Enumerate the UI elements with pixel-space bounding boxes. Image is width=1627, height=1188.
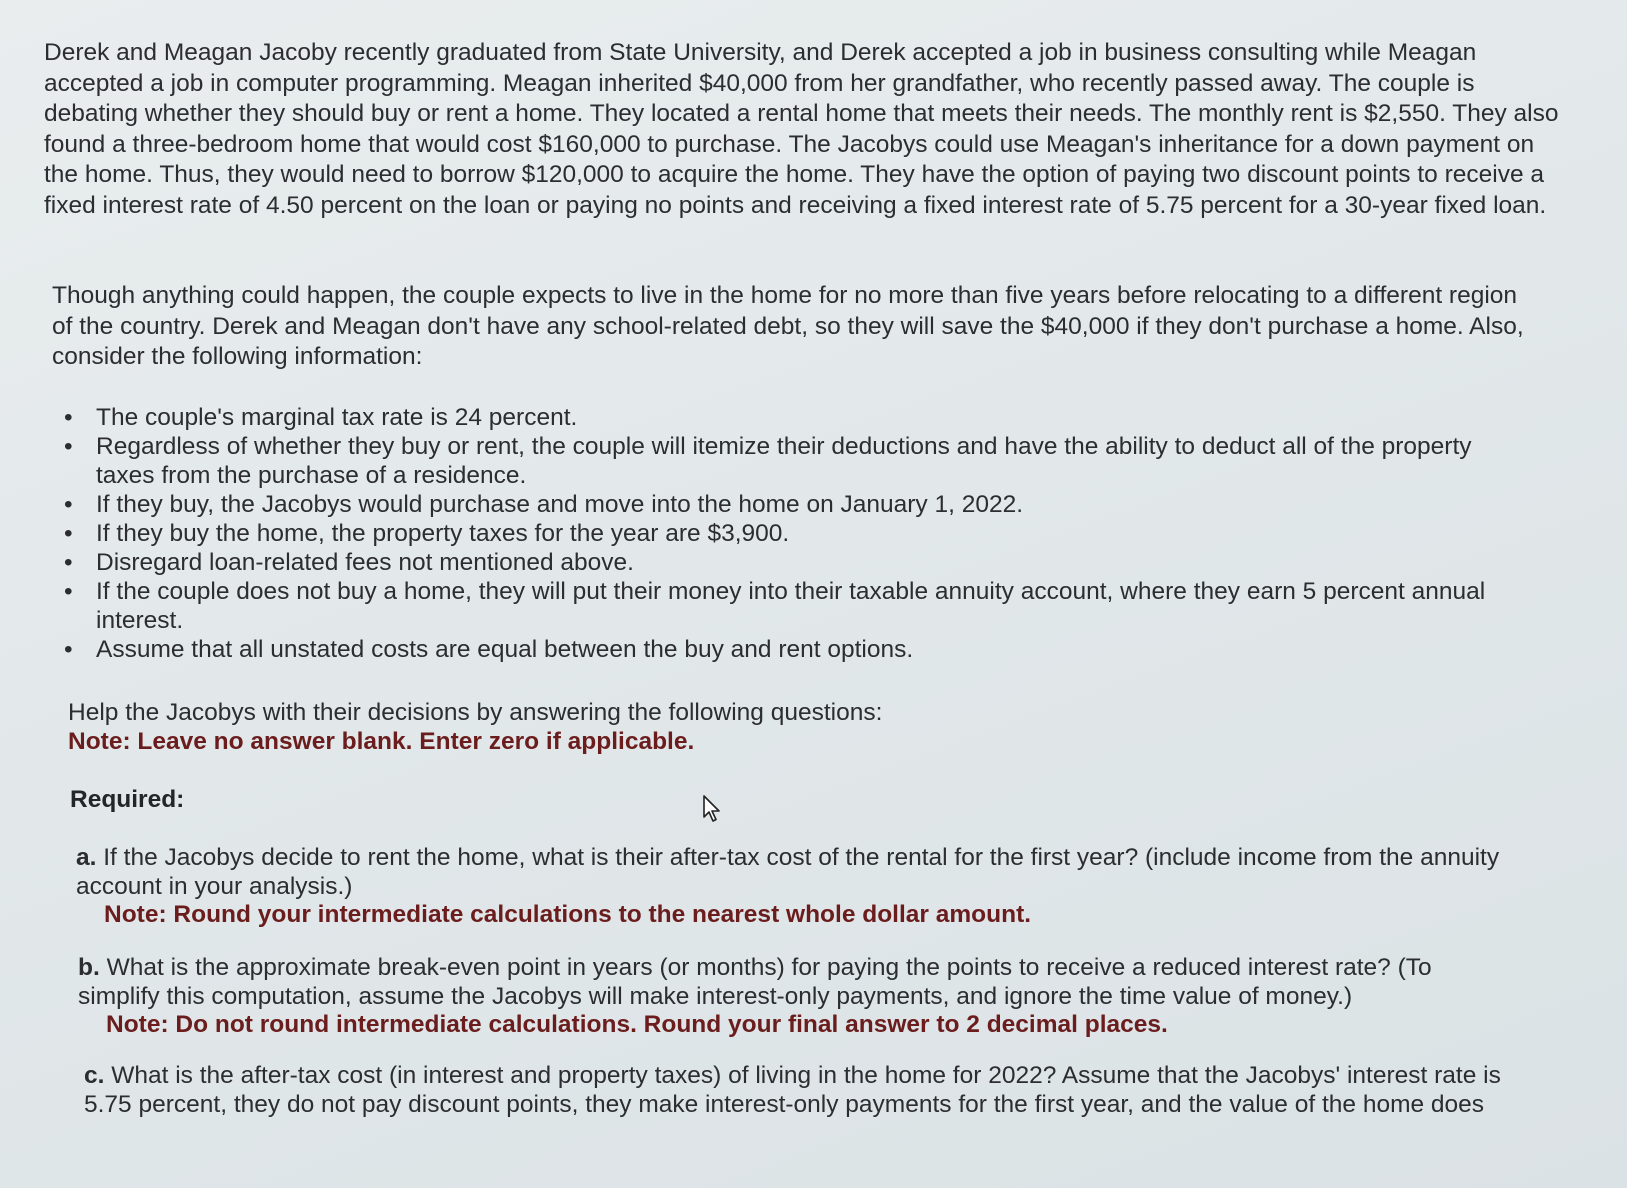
help-note: Note: Leave no answer blank. Enter zero if applicable. xyxy=(68,728,695,755)
list-item: • If they buy the home, the property taxes for the year are $3,900. xyxy=(64,520,790,547)
bullet-icon: • xyxy=(64,636,73,663)
question-text: What is the approximate break-even point in years (or months) for paying the points to receive a reduced interest rate? (To simplify this computation, assume the Jacobys will make interest-only payments, and ignore the time value of money.) xyxy=(78,954,1432,1010)
bullet-icon: • xyxy=(64,433,73,460)
help-text: Help the Jacobys with their decisions by answering the following questions: xyxy=(68,699,883,726)
context-paragraph: Though anything could happen, the couple expects to live in the home for no more than five years before relocating to a different region of the country. Derek and Meagan don't have any school-related debt, so they will save the $40,000 if they don't purchase a home. Also, consider the following information: xyxy=(52,282,1524,370)
mouse-pointer-icon xyxy=(702,795,722,823)
question-label: b. xyxy=(78,954,100,981)
list-item: • If they buy, the Jacobys would purchase and move into the home on January 1, 2022. xyxy=(64,491,1024,518)
question-text: If the Jacobys decide to rent the home, what is their after-tax cost of the rental for the first year? (include income from the annuity account in your analysis.) xyxy=(76,844,1500,900)
info-list xyxy=(62,403,1532,664)
list-item: • The couple's marginal tax rate is 24 percent. xyxy=(64,404,578,431)
bullet-icon: • xyxy=(64,404,73,431)
question-b xyxy=(78,954,1508,1040)
problem-page xyxy=(44,38,1574,1178)
question-text: What is the after-tax cost (in interest and property taxes) of living in the home for 2022? Assume that the Jacobys' interest rate is 5.75 percent, they do not pay discount points, they make interest-only payments for the first year, and the value of the home does xyxy=(84,1062,1501,1118)
question-note: Note: Do not round intermediate calculations. Round your final answer to 2 decimal places. xyxy=(106,1011,1168,1038)
bullet-icon: • xyxy=(64,549,73,576)
bullet-icon: • xyxy=(64,520,73,547)
list-item: • Assume that all unstated costs are equal between the buy and rent options. xyxy=(64,636,914,663)
list-item: • If the couple does not buy a home, they will put their money into their taxable annuity account, where they earn 5 percent annual interest. xyxy=(64,578,1486,634)
instructions xyxy=(68,698,882,756)
question-a xyxy=(76,844,1506,930)
required-heading: Required: xyxy=(70,786,185,813)
question-c xyxy=(84,1062,1514,1119)
list-item: • Disregard loan-related fees not mentioned above. xyxy=(64,549,634,576)
question-label: c. xyxy=(84,1062,105,1089)
bullet-icon: • xyxy=(64,578,73,605)
intro-paragraph: Derek and Meagan Jacoby recently graduated from State University, and Derek accepted a job in business consulting while Meagan accepted a job in computer programming. Meagan inherited $40,000 from her grandfather, who recently passed away. The couple is debating whether they should buy or rent a home. They located a rental home that meets their needs. The monthly rent is $2,550. They also found a three-bedroom home that would cost $160,000 to purchase. The Jacobys could use Meagan's inheritance for a down payment on the home. Thus, they would need to borrow $120,000 to acquire the home. They have the option of paying two discount points to receive a fixed interest rate of 4.50 percent on the loan or paying no points and receiving a fixed interest rate of 5.75 percent for a 30-year fixed loan. xyxy=(44,39,1559,219)
bullet-icon: • xyxy=(64,491,73,518)
question-note: Note: Round your intermediate calculations to the nearest whole dollar amount. xyxy=(104,901,1032,928)
question-label: a. xyxy=(76,844,97,871)
list-item: • Regardless of whether they buy or rent, the couple will itemize their deductions and have the ability to deduct all of the property taxes from the purchase of a residence. xyxy=(64,433,1472,489)
